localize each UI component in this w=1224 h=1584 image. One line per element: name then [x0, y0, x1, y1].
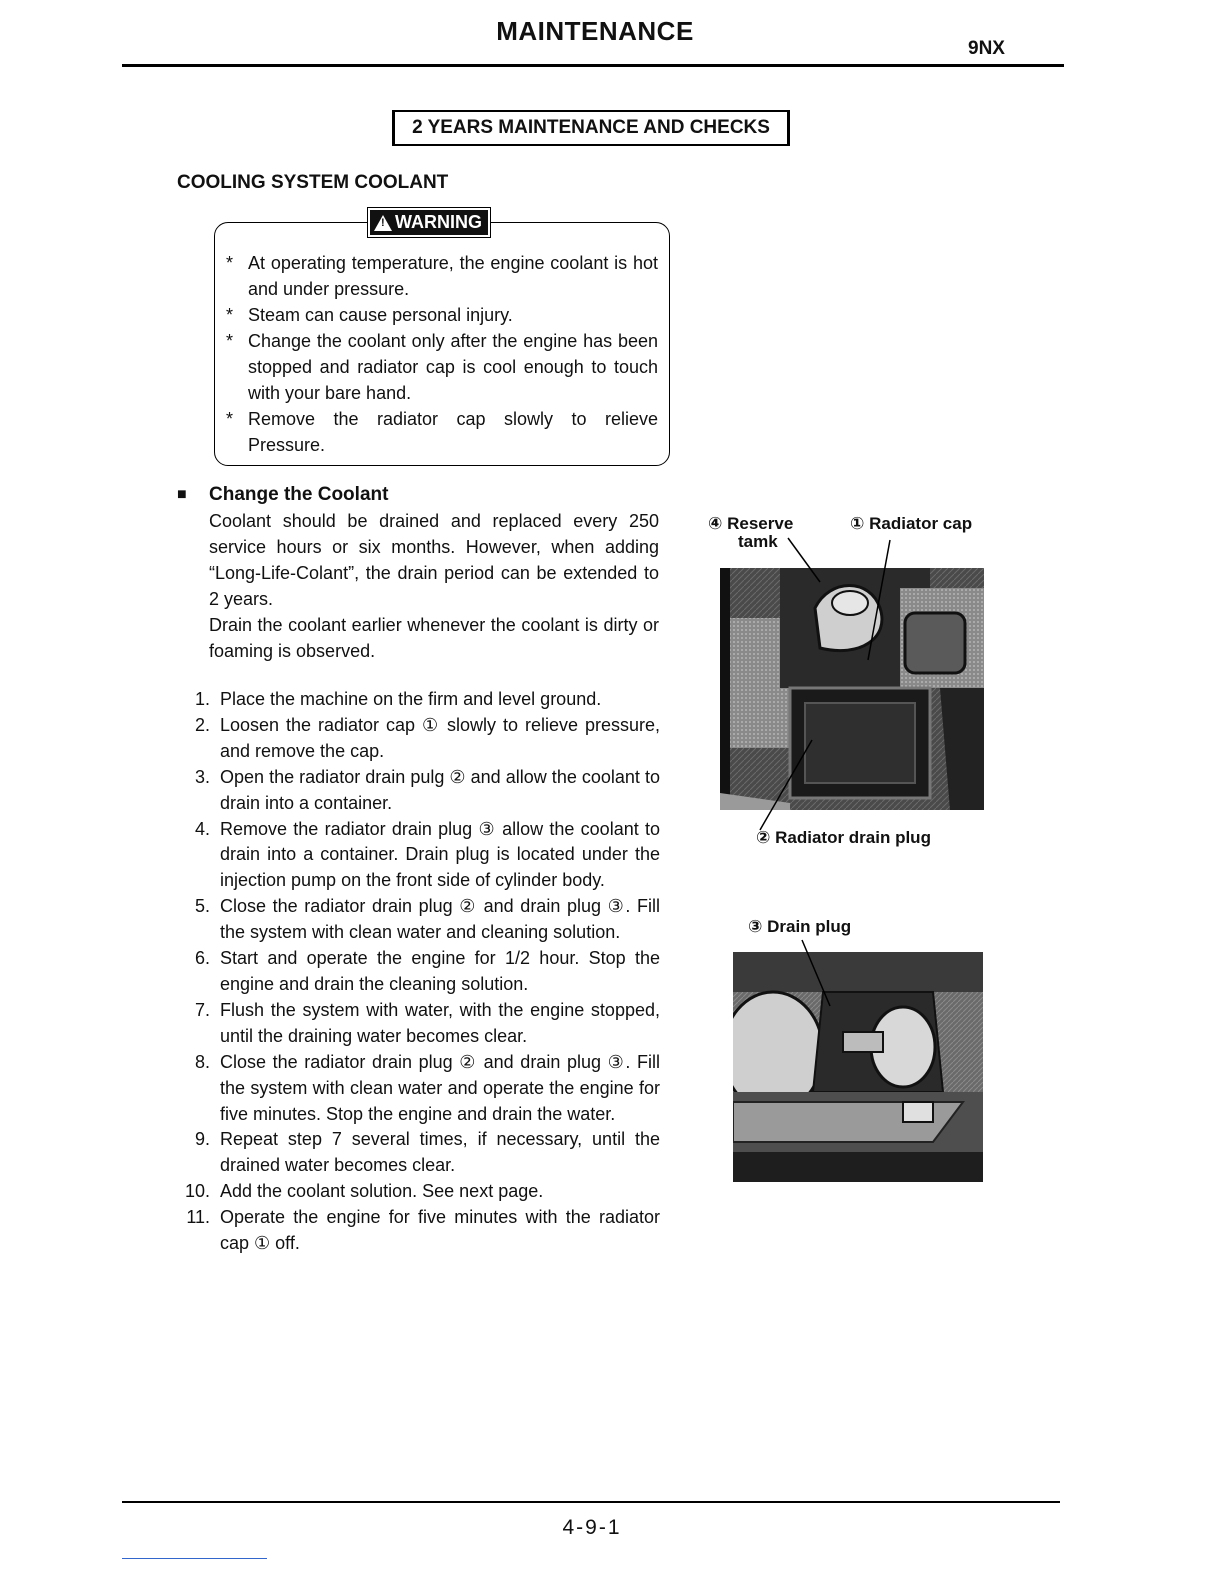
change-paragraph-1: Coolant should be drained and replaced every 250 service hours or six months. However, when adding “Long-Life-Colant”, the drain period can be extended to 2 years. [209, 511, 659, 609]
warning-item: * Change the coolant only after the engine has been stopped and radiator cap is cool enough to touch with your bare hand. [226, 331, 658, 403]
list-item: 8. Close the radiator drain plug ② and drain plug ③. Fill the system with clean water and operate the engine for five minutes. Stop the engine and drain the water. [194, 1051, 660, 1124]
figure1-cap-label: ① Radiator cap [850, 514, 973, 533]
footer-rule [122, 1501, 1060, 1503]
warning-badge [368, 208, 490, 237]
warning-item: * Remove the radiator cap slowly to relieve Pressure. [226, 409, 658, 455]
list-item: 11. Operate the engine for five minutes with the radiator cap ① off. [186, 1207, 660, 1254]
footer-underline [122, 1558, 267, 1559]
list-item: 4. Remove the radiator drain plug ③ allow the coolant to drain into a container. Drain plug is located under the injection pump on the front side of cylinder body. [194, 818, 660, 891]
warning-list [226, 250, 658, 458]
warning-label: WARNING [395, 212, 482, 232]
list-item: 9. Repeat step 7 several times, if necessary, until the drained water becomes clear. [194, 1129, 660, 1176]
page-header-title: MAINTENANCE [496, 16, 694, 46]
list-item: 5. Close the radiator drain plug ② and drain plug ③. Fill the system with clean water and cleaning solution. [194, 896, 660, 943]
figure2-drain-label: ③ Drain plug [748, 917, 852, 936]
warning-triangle-icon [374, 215, 392, 231]
figure1-leader-lines [700, 530, 1000, 850]
section-title-box [392, 110, 790, 146]
drain-plug-illustration [733, 952, 983, 1182]
subheading: COOLING SYSTEM COOLANT [177, 172, 449, 193]
change-coolant-block [177, 482, 659, 664]
figure1-drain-label: ② Radiator drain plug [756, 828, 931, 847]
list-item: 2. Loosen the radiator cap ① slowly to relieve pressure, and remove the cap. [194, 714, 660, 761]
warning-item: * At operating temperature, the engine coolant is hot and under pressure. [226, 253, 658, 299]
figure1-reserve-label: ④ Reserve tamk [708, 514, 794, 551]
change-paragraph-2: Drain the coolant earlier whenever the coolant is dirty or foaming is observed. [209, 615, 659, 661]
procedure-steps [160, 687, 660, 1257]
figure2-leader-line [790, 936, 850, 1016]
list-item: 7. Flush the system with water, with the engine stopped, until the draining water becomes clear. [194, 999, 660, 1046]
section-title: 2 YEARS MAINTENANCE AND CHECKS [412, 117, 770, 138]
list-item: 3. Open the radiator drain pulg ② and allow the coolant to drain into a container. [194, 766, 660, 813]
page-number: 4-9-1 [562, 1516, 622, 1539]
model-label: 9NX [968, 38, 1005, 59]
list-item: 10. Add the coolant solution. See next page. [184, 1181, 544, 1202]
square-bullet-icon: ■ [177, 486, 187, 503]
list-item: 6. Start and operate the engine for 1/2 hour. Stop the engine and drain the cleaning solution. [194, 948, 660, 994]
change-coolant-title: ■ Change the Coolant [177, 482, 659, 508]
drain-plug-photo [733, 952, 983, 1182]
header-rule [122, 64, 1064, 67]
warning-item: * Steam can cause personal injury. [226, 305, 513, 325]
list-item: 1. Place the machine on the firm and level ground. [194, 689, 602, 709]
